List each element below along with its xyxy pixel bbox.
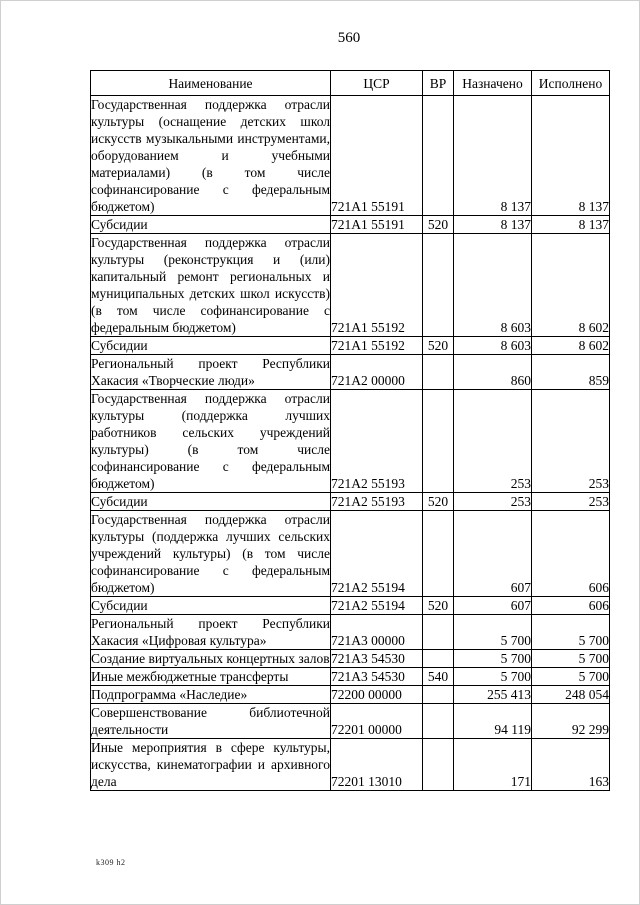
row-csr-cell: 721А1 55192 [331,337,423,355]
row-assigned-cell: 8 603 [454,234,532,337]
row-vr-cell [423,615,454,650]
table-row [91,511,610,597]
row-executed-cell: 253 [532,390,610,493]
row-executed-cell: 8 602 [532,234,610,337]
header-executed: Исполнено [532,71,610,96]
row-assigned-cell: 171 [454,739,532,791]
row-vr-cell [423,650,454,668]
row-executed-cell: 92 299 [532,704,610,739]
row-csr-cell: 721А2 55194 [331,597,423,615]
row-vr-cell [423,686,454,704]
row-name-cell: Субсидии [91,597,331,615]
table-header [91,71,610,96]
row-assigned-cell: 8 137 [454,216,532,234]
row-csr-cell: 721А3 54530 [331,650,423,668]
row-name-cell: Региональный проект Республики Хакасия «Цифровая культура» [91,616,330,648]
row-executed-cell: 859 [532,355,610,390]
row-name-cell: Государственная поддержка отрасли культуры (реконструкция и (или) капитальный ремонт региональных и муниципальных детских школ искусств) (в том числе софинансирование с федеральным бюджетом) [91,235,330,335]
header-assigned: Назначено [454,71,532,96]
row-executed-cell: 248 054 [532,686,610,704]
row-executed-cell: 8 137 [532,96,610,216]
row-assigned-cell: 94 119 [454,704,532,739]
row-vr-cell: 520 [423,216,454,234]
table-row [91,216,610,234]
table-row [91,234,610,337]
row-assigned-cell: 255 413 [454,686,532,704]
row-executed-cell: 5 700 [532,650,610,668]
page-number: 560 [337,30,361,46]
row-assigned-cell: 8 137 [454,96,532,216]
row-assigned-cell: 5 700 [454,668,532,686]
row-csr-cell: 721А2 55193 [331,390,423,493]
table-row [91,493,610,511]
row-assigned-cell: 5 700 [454,650,532,668]
row-name-cell: Совершенствование библиотечной деятельности [91,705,330,737]
row-assigned-cell: 5 700 [454,615,532,650]
table-row [91,390,610,493]
row-executed-cell: 5 700 [532,615,610,650]
row-vr-cell [423,511,454,597]
row-executed-cell: 606 [532,511,610,597]
row-csr-cell: 721А2 55193 [331,493,423,511]
row-vr-cell: 520 [423,493,454,511]
row-vr-cell [423,234,454,337]
row-vr-cell [423,739,454,791]
row-vr-cell: 540 [423,668,454,686]
row-assigned-cell: 253 [454,390,532,493]
row-csr-cell: 721А2 55194 [331,511,423,597]
row-csr-cell: 721А1 55191 [331,96,423,216]
row-csr-cell: 721А3 00000 [331,615,423,650]
row-name-cell: Субсидии [91,493,331,511]
row-vr-cell [423,355,454,390]
table-body [91,96,610,791]
table-row [91,704,610,739]
row-vr-cell [423,96,454,216]
row-csr-cell: 721А1 55192 [331,234,423,337]
row-executed-cell: 606 [532,597,610,615]
row-executed-cell: 8 602 [532,337,610,355]
row-name-cell: Субсидии [91,337,331,355]
row-assigned-cell: 253 [454,493,532,511]
row-vr-cell: 520 [423,337,454,355]
table-row [91,96,610,216]
row-name-cell: Подпрограмма «Наследие» [91,686,331,704]
header-vr: ВР [423,71,454,96]
table-row [91,650,610,668]
header-name: Наименование [91,71,331,96]
row-csr-cell: 72201 13010 [331,739,423,791]
row-executed-cell: 5 700 [532,668,610,686]
row-name-cell: Региональный проект Республики Хакасия «Творческие люди» [91,356,330,388]
row-executed-cell: 8 137 [532,216,610,234]
budget-table [90,70,610,791]
table-row [91,597,610,615]
table-row [91,686,610,704]
header-csr: ЦСР [331,71,423,96]
row-name-cell: Государственная поддержка отрасли культуры (поддержка лучших сельских учреждений культуры) (в том числе софинансирование с федеральным бюджетом) [91,512,330,595]
row-name-cell: Иные мероприятия в сфере культуры, искусства, кинематографии и архивного дела [91,740,330,789]
row-csr-cell: 72201 00000 [331,704,423,739]
table-row [91,355,610,390]
row-assigned-cell: 8 603 [454,337,532,355]
row-assigned-cell: 607 [454,597,532,615]
row-executed-cell: 253 [532,493,610,511]
row-vr-cell: 520 [423,597,454,615]
row-name-cell: Создание виртуальных концертных залов [91,651,330,666]
table-row [91,668,610,686]
row-executed-cell: 163 [532,739,610,791]
row-csr-cell: 72200 00000 [331,686,423,704]
footer-mark: k309 h2 [96,858,126,867]
row-csr-cell: 721А3 54530 [331,668,423,686]
table-row [91,739,610,791]
row-csr-cell: 721А2 00000 [331,355,423,390]
row-assigned-cell: 860 [454,355,532,390]
row-name-cell: Государственная поддержка отрасли культуры (поддержка лучших работников сельских учреждений культуры) (в том числе софинансирование с федеральным бюджетом) [91,391,330,491]
row-name-cell: Иные межбюджетные трансферты [91,668,331,686]
table-row [91,615,610,650]
row-csr-cell: 721А1 55191 [331,216,423,234]
table-row [91,337,610,355]
row-vr-cell [423,390,454,493]
row-name-cell: Государственная поддержка отрасли культуры (оснащение детских школ искусств музыкальными инструментами, оборудованием и учебными материалами) (в том числе софинансирование с федеральным бюджетом) [91,97,330,214]
row-vr-cell [423,704,454,739]
row-assigned-cell: 607 [454,511,532,597]
row-name-cell: Субсидии [91,216,331,234]
